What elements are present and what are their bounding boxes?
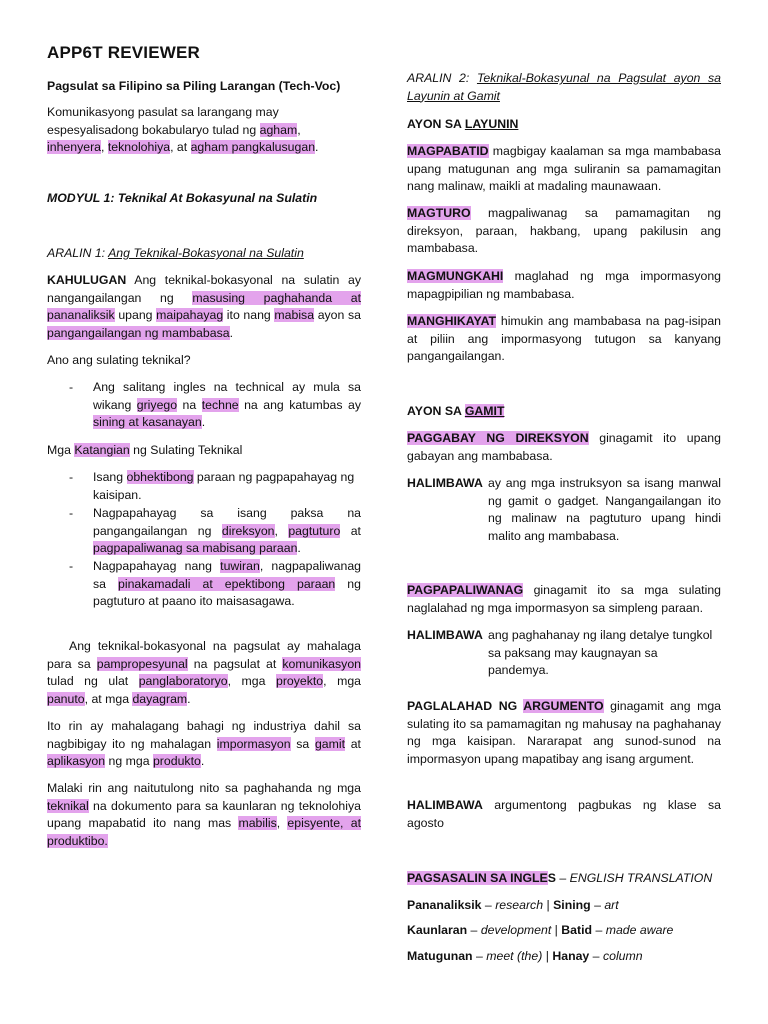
kahulugan-paragraph: KAHULUGAN Ang teknikal-bokasyonal na sulatin ay nangangailangan ng masusing paghahanda at pananaliksik upang maipahayag ito nang mabisa ayon sa pangangailangan ng mambabasa. [47,273,361,340]
aralin2-heading: ARALIN 2: Teknikal-Bokasyunal na Pagsulat ayon sa Layunin at Gamit [407,71,721,103]
modyul-heading: MODYUL 1: Teknikal At Bokasyunal na Sulatin [47,191,318,205]
page-title: APP6T REVIEWER [47,43,200,62]
magturo-entry: MAGTURO magpaliwanag sa pamamagitan ng direksyon, paraan, hakbang, upang pakilusin ang mambabasa. [407,206,721,255]
magpabatid-entry: MAGPABATID magbigay kaalaman sa mga mambabasa upang matugunan ang mga suliranin sa pamamagitan nang malinaw, maikli at madaling maunawaan. [407,144,721,193]
translation-row-3: Matugunan – meet (the) | Hanay – column [407,949,643,963]
aralin1-heading: ARALIN 1: Ang Teknikal-Bokasyonal na Sulatin [47,246,304,260]
example-3: HALIMBAWA argumentong pagbukas ng klase sa agosto [407,798,721,830]
translation-heading: PAGSASALIN SA INGLES – ENGLISH TRANSLATION [407,871,713,885]
layunin-heading: AYON SA LAYUNIN [407,117,519,131]
question-text: Ano ang sulating teknikal? [47,353,191,367]
pagpapaliwanag-entry: PAGPAPALIWANAG ginagamit ito sa mga sulating naglalahad ng mga impormasyon sa simpleng paraan. [407,583,721,615]
industry-paragraph: Ito rin ay mahalagang bahagi ng industriya dahil sa nagbibigay ito ng mahalagan impormasyon sa gamit at aplikasyon ng mga produkto. [47,719,361,768]
intro-paragraph: Komunikasyong pasulat sa larangang may espesyalisadong bokabularyo tulad ng agham, inhenyera, teknolohiya, at agham pangkalusugan. [47,105,319,154]
translation-row-2: Kaunlaran – development | Batid – made aware [407,923,674,937]
manghikayat-entry: MANGHIKAYAT himukin ang mambabasa na pag-isipan at piliin ang impormasyong tutugon sa kanyang pangangailangan. [407,314,721,363]
gamit-heading: AYON SA GAMIT [407,404,505,418]
importance-paragraph: Ang teknikal-bokasyonal na pagsulat ay mahalaga para sa pampropesyunal na pagsulat at komunikasyon tulad ng ulat panglaboratoryo, mga proyekto, mga panuto, at mga dayagram. [47,639,362,706]
paggabay-entry: PAGGABAY NG DIREKSYON ginagamit ito upang gabayan ang mambabasa. [407,431,721,463]
magmungkahi-entry: MAGMUNGKAHI maglahad ng mga impormasyong mapagpipilian ng mambabasa. [407,269,721,301]
paglalahad-entry: PAGLALAHAD NG ARGUMENTO ginagamit ang mga sulating ito sa pamamagitan ng mahusay na paghahanay ng mga kaisipan. Nararapat ang sunod-sunod na impormasyon upang mapatibay ang isang argument. [407,699,721,766]
katangian-heading: Mga Katangian ng Sulating Teknikal [47,443,243,457]
subtitle: Pagsulat sa Filipino sa Piling Larangan (Tech-Voc) [47,79,341,93]
contribution-paragraph: Malaki rin ang naitutulong nito sa paghahanda ng mga teknikal na dokumento para sa kaunlaran ng teknolohiya upang mapabatid ito nang mas mabilis, episyente, at produktibo. [47,781,361,848]
translation-row-1: Pananaliksik – research | Sining – art [407,898,619,912]
